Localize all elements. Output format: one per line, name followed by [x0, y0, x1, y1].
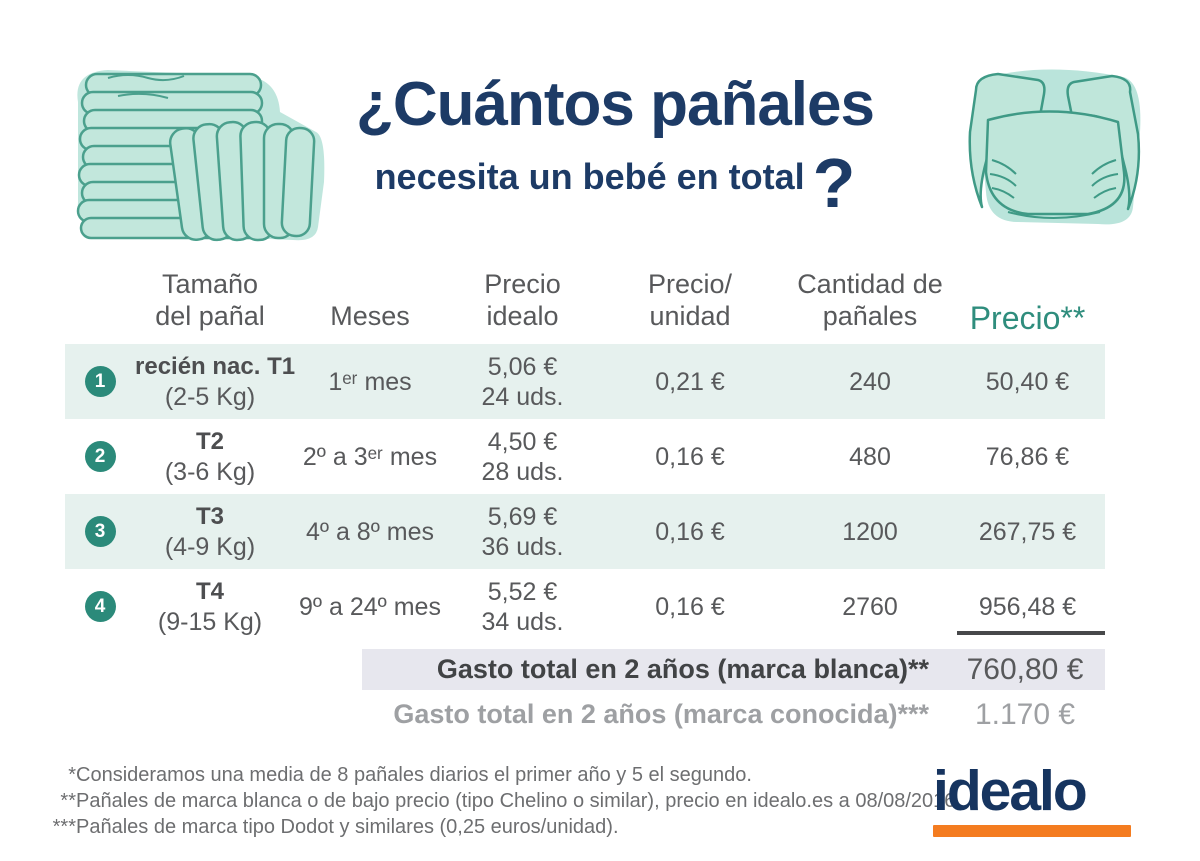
cell-size: T3 (4-9 Kg): [164, 502, 256, 561]
table-row: [65, 494, 1105, 569]
footnote-line: [38, 814, 961, 840]
title-line-1: ¿Cuántos pañales: [356, 70, 874, 139]
table-header-row: [65, 252, 1105, 338]
cell-total-price: 76,86 €: [985, 442, 1070, 471]
cell-unit-price: 0,16 €: [655, 442, 725, 471]
single-diaper-illustration: [948, 42, 1158, 247]
row-number: 3: [85, 516, 116, 547]
cell-unit-price: 0,16 €: [655, 517, 725, 546]
footnote-text: Pañales de marca tipo Dodot y similares (0,25 euros/unidad).: [76, 816, 619, 838]
header-quantity: Cantidad de pañales: [797, 269, 943, 331]
header-price-idealo: Precio idealo: [484, 269, 561, 331]
cell-total-price: 267,75 €: [978, 517, 1077, 546]
cell-unit-price: 0,16 €: [655, 592, 725, 621]
cell-size: T4 (9-15 Kg): [157, 577, 263, 636]
page-title: [310, 72, 920, 223]
footnote-asterisk: **: [60, 790, 76, 812]
header-size: Tamaño del pañal: [155, 269, 265, 331]
idealo-logo-text: idealo: [933, 759, 1086, 823]
header-price-unit: Precio/ unidad: [647, 269, 733, 331]
cell-unit-price: 0,21 €: [655, 367, 725, 396]
cell-price-idealo: 4,50 € 28 uds.: [481, 427, 564, 486]
cell-total-price: 956,48 €: [978, 592, 1077, 621]
row-number: 4: [85, 591, 116, 622]
cell-quantity: 240: [849, 367, 891, 396]
row-number: 2: [85, 441, 116, 472]
footnote-text: Consideramos una media de 8 pañales diarios el primer año y 5 el segundo.: [76, 764, 752, 786]
table-row: [65, 344, 1105, 419]
cell-size: T2 (3-6 Kg): [164, 427, 256, 486]
diaper-icon: [948, 42, 1158, 242]
footnote-asterisk: ***: [52, 816, 76, 838]
question-mark: ?: [812, 144, 856, 223]
idealo-logo-orange-bar: [933, 825, 1131, 837]
header-price-total: Precio**: [969, 300, 1086, 336]
row-badge: [65, 591, 135, 622]
total-label: Gasto total en 2 años (marca blanca)**: [436, 654, 929, 684]
cell-months: 4º a 8º mes: [305, 517, 435, 546]
cell-months: 2º a 3ᵉʳ mes: [302, 442, 438, 471]
cell-price-idealo: 5,06 € 24 uds.: [481, 352, 564, 411]
header-spacer: [65, 332, 135, 338]
footnote-text: Pañales de marca blanca o de bajo precio (tipo Chelino o similar), precio en idealo.es a 08/08/2016.: [76, 790, 961, 812]
cell-quantity: 1200: [842, 517, 898, 546]
cell-price-idealo: 5,52 € 34 uds.: [481, 577, 564, 636]
cell-size: recién nac. T1 (2-5 Kg): [135, 352, 296, 411]
cell-quantity: 480: [849, 442, 891, 471]
table-row: [65, 569, 1105, 644]
title-line-2: [310, 143, 920, 223]
header-months: Meses: [330, 301, 410, 331]
table-row: [65, 419, 1105, 494]
cell-months: 1ᵉʳ mes: [328, 367, 412, 396]
diaper-stack-illustration: [48, 32, 328, 257]
row-badge: [65, 441, 135, 472]
cell-months: 9º a 24º mes: [299, 592, 441, 621]
row-badge: [65, 366, 135, 397]
total-value: 1.170 €: [974, 697, 1076, 731]
cell-total-price: 50,40 €: [985, 367, 1070, 396]
idealo-logo: [933, 759, 1133, 837]
sum-divider-line: [957, 631, 1105, 635]
total-value: 760,80 €: [966, 652, 1084, 686]
total-row-white-label: [362, 649, 1105, 690]
footnote-asterisk: *: [68, 764, 76, 786]
cell-quantity: 2760: [842, 592, 898, 621]
footnote-line: [38, 762, 961, 788]
footnote-line: [38, 788, 961, 814]
footnotes: [38, 762, 961, 840]
title-line-2-text: necesita un bebé en total: [374, 156, 805, 198]
cell-price-idealo: 5,69 € 36 uds.: [481, 502, 564, 561]
total-label: Gasto total en 2 años (marca conocida)***: [393, 699, 929, 729]
row-badge: [65, 516, 135, 547]
row-number: 1: [85, 366, 116, 397]
diapers-table: [65, 344, 1105, 644]
diaper-stack-icon: [48, 32, 328, 252]
total-row-brand: [362, 694, 1105, 735]
